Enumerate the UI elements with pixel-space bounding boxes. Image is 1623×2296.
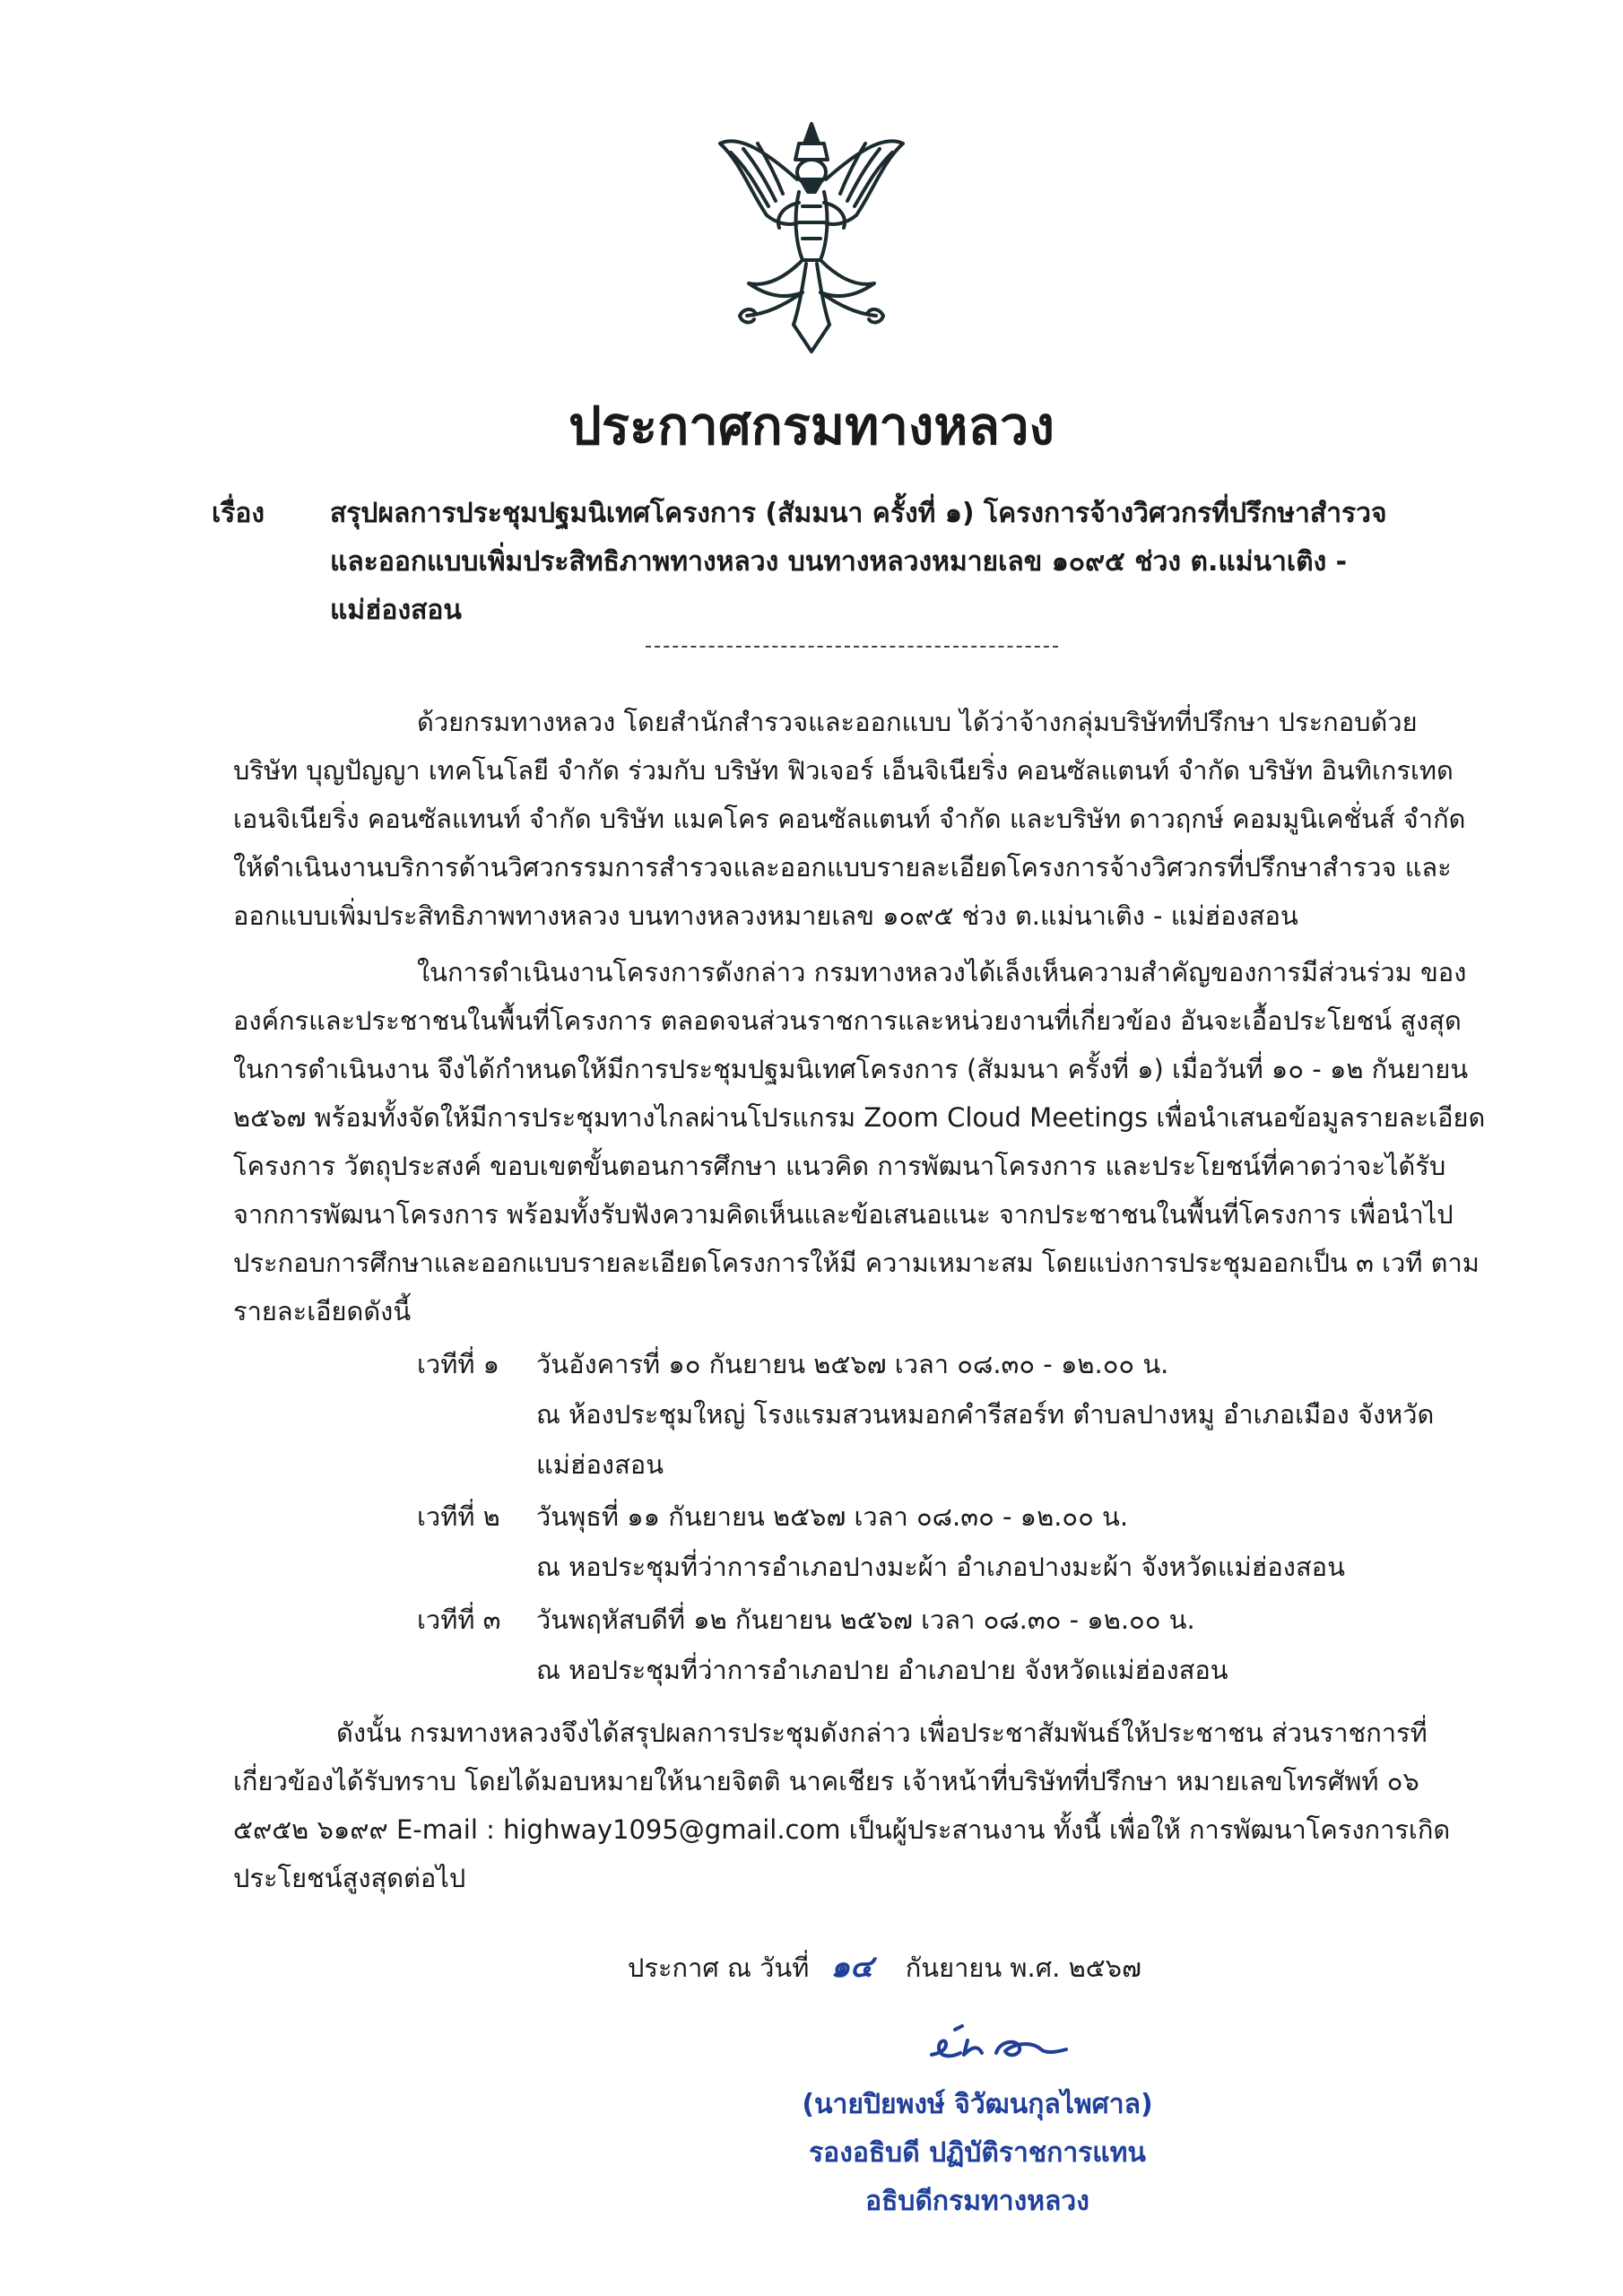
- signer-position: รองอธิบดี ปฏิบัติราชการแทน: [809, 2137, 1146, 2169]
- signer-name: (นายปิยพงษ์ จิวัฒนกุลไพศาล): [802, 2089, 1153, 2120]
- signature-mark: [919, 2013, 1089, 2076]
- session-when: วันพุธที่ ๑๑ กันยายน ๒๕๖๗ เวลา ๐๘.๓๐ - ๑๒.๐๐ น.: [536, 1501, 1129, 1532]
- session-when: วันอังคารที่ ๑๐ กันยายน ๒๕๖๗ เวลา ๐๘.๓๐ - ๑๒.๐๐ น.: [536, 1349, 1169, 1379]
- subject-line: แม่ฮ่องสอน: [330, 595, 462, 626]
- session-when: วันพฤหัสบดีที่ ๑๒ กันยายน ๒๕๖๗ เวลา ๐๘.๓๐ - ๑๒.๐๐ น.: [536, 1605, 1195, 1635]
- page-title: ประกาศกรมทางหลวง: [568, 396, 1055, 457]
- paragraph-intro-text: ด้วยกรมทางหลวง โดยสำนักสำรวจและออกแบบ ได้ว่าจ้างกลุ่มบริษัทที่ปรึกษา ประกอบด้วย บริษัท บุญปัญญา เทคโนโลยี จำกัด ร่วมกับ บริษัท ฟิวเจอร์ เอ็นจิเนียริ่ง คอนซัลแตนท์ จำกัด บริษัท อินทิเกรเทด เอนจิเนียริ่ง คอนซัลแทนท์ จำกัด บริษัท แมคโคร คอนซัลแตนท์ จำกัด และบริษัท ดาวฤกษ์ คอมมูนิเคชั่นส์ จำกัด ให้ดำเนินงานบริการด้านวิศวกรรมการสำรวจและออกแบบรายละเอียดโครงการจ้างวิศวกรที่ปรึกษาสำรวจ และออกแบบเพิ่มประสิทธิภาพทางหลวง บนทางหลวงหมายเลข ๑๐๙๕ ช่วง ต.แม่นาเติง - แม่ฮ่องสอน: [233, 707, 1466, 931]
- paragraph-conclusion: [233, 1709, 1487, 1902]
- session-where: ณ ห้องประชุมใหญ่ โรงแรมสวนหมอกคำรีสอร์ท ตำบลปางหมู อำเภอเมือง จังหวัด: [536, 1399, 1435, 1430]
- subject-line: สรุปผลการประชุมปฐมนิเทศโครงการ (สัมมนา ครั้งที่ ๑) โครงการจ้างวิศวกรที่ปรึกษาสำรวจ: [330, 498, 1387, 529]
- paragraph-conclusion-text: ดังนั้น กรมทางหลวงจึงได้สรุปผลการประชุมดังกล่าว เพื่อประชาสัมพันธ์ให้ประชาชน ส่วนราชการที่เกี่ยวข้องได้รับทราบ โดยได้มอบหมายให้นายจิตติ นาคเชียร เจ้าหน้าที่บริษัทที่ปรึกษา หมายเลขโทรศัพท์ ๐๖ ๕๙๕๒ ๖๑๙๙ E-mail : highway1095@gmail.com เป็นผู้ประสานงาน ทั้งนี้ เพื่อให้ การพัฒนาโครงการเกิดประโยชน์สูงสุดต่อไป: [233, 1718, 1451, 1893]
- separator-line: [646, 646, 1058, 648]
- session-where: ณ หอประชุมที่ว่าการอำเภอปาย อำเภอปาย จังหวัดแม่ฮ่องสอน: [536, 1655, 1228, 1685]
- date-suffix: กันยายน พ.ศ. ๒๕๖๗: [905, 1952, 1141, 1983]
- subject-label: เรื่อง: [212, 498, 265, 529]
- garuda-emblem: [713, 117, 910, 359]
- paragraph-intro: [233, 698, 1487, 940]
- paragraph-meetings-text: ในการดำเนินงานโครงการดังกล่าว กรมทางหลวงได้เล็งเห็นความสำคัญของการมีส่วนร่วม ขององค์กรและประชาชนในพื้นที่โครงการ ตลอดจนส่วนราชการและหน่วยงานที่เกี่ยวข้อง อันจะเอื้อประโยชน์ สูงสุดในการดำเนินงาน จึงได้กำหนดให้มีการประชุมปฐมนิเทศโครงการ (สัมมนา ครั้งที่ ๑) เมื่อวันที่ ๑๐ - ๑๒ กันยายน ๒๕๖๗ พร้อมทั้งจัดให้มีการประชุมทางไกลผ่านโปรแกรม Zoom Cloud Meetings เพื่อนำเสนอข้อมูลรายละเอียดโครงการ วัตถุประสงค์ ขอบเขตขั้นตอนการศึกษา แนวคิด การพัฒนาโครงการ และประโยชน์ที่คาดว่าจะได้รับจากการพัฒนาโครงการ พร้อมทั้งรับฟังความคิดเห็นและข้อเสนอแนะ จากประชาชนในพื้นที่โครงการ เพื่อนำไปประกอบการศึกษาและออกแบบรายละเอียดโครงการให้มี ความเหมาะสม โดยแบ่งการประชุมออกเป็น ๓ เวที ตามรายละเอียดดังนี้: [233, 957, 1486, 1326]
- paragraph-meetings: [233, 948, 1487, 1335]
- announcement-date: [628, 1942, 1141, 1993]
- session-label: เวทีที่ ๑: [417, 1349, 500, 1379]
- session-where: ณ หอประชุมที่ว่าการอำเภอปางมะผ้า อำเภอปางมะผ้า จังหวัดแม่ฮ่องสอน: [536, 1552, 1345, 1582]
- subject-text: [330, 490, 1487, 635]
- signer-organization: อธิบดีกรมทางหลวง: [865, 2186, 1089, 2217]
- session-where: แม่ฮ่องสอน: [536, 1449, 664, 1480]
- session-label: เวทีที่ ๓: [417, 1605, 501, 1635]
- date-prefix: ประกาศ ณ วันที่: [628, 1952, 810, 1983]
- session-label: เวทีที่ ๒: [417, 1501, 500, 1532]
- date-day: ๑๔: [830, 1949, 873, 1985]
- subject-line: และออกแบบเพิ่มประสิทธิภาพทางหลวง บนทางหลวงหมายเลข ๑๐๙๕ ช่วง ต.แม่นาเติง -: [330, 546, 1348, 578]
